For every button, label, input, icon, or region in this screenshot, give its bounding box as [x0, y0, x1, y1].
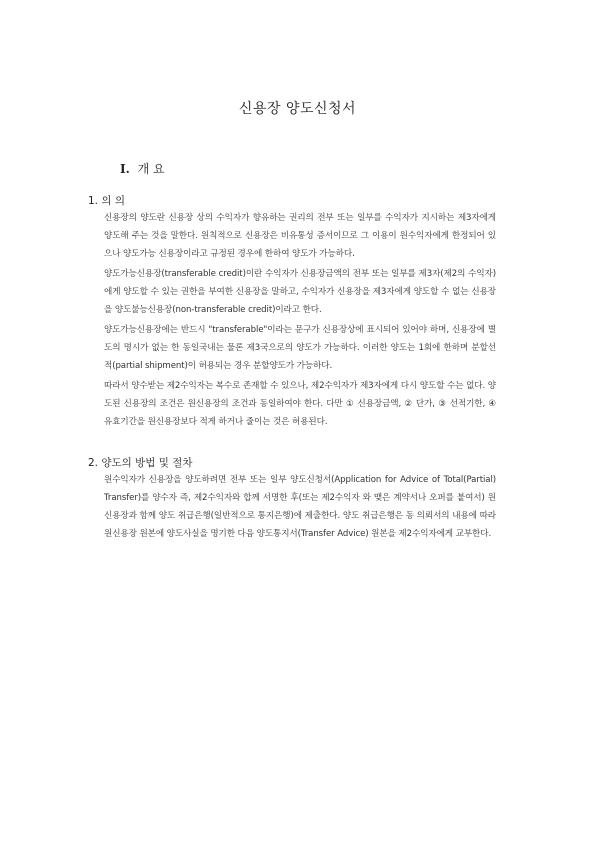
document-title: 신용장 양도신청서 — [238, 101, 357, 117]
chapter-heading — [120, 160, 165, 177]
chapter-label: 개 요 — [137, 162, 165, 176]
paragraph: 양도가능신용장(transferable credit)이란 수익자가 신용장금액의 전부 또는 일부를 제3자(제2의 수익자)에게 양도할 수 있는 권한을 부여한 신용장을 말하고, 수익자가 신용장을 제3자에게 양도할 수 없는 신용장을 양도불능신용장(non-transferable credit)이라고 한다. — [104, 269, 496, 315]
section-heading-procedure: 2. 양도의 방법 및 절차 — [88, 457, 193, 469]
chapter-number: I. — [120, 162, 130, 176]
paragraph: 원수익자가 신용장을 양도하려면 전부 또는 일부 양도신청서(Application for Advice of Total(Partial) Transfer)를 양수자 즉, 제2수익자와 합께 서명한 후(또는 제2수익자 와 맺은 계약서나 오퍼를 붙여서) 원신용장과 함께 양도 취급은행(일반적으로 통지은행)에 제출한다. 양도 취급은행은 동 의뢰서의 내용에 따라 원신용장 원본에 양도사실을 명기한 다음 양도통지서(Transfer Advice) 원본을 제2수익자에게 교부한다. — [104, 475, 496, 539]
paragraph: 양도가능신용장에는 반드시 "transferable"이라는 문구가 신용장상에 표시되어 있어야 하며, 신용장에 별도의 명시가 없는 한 동일국내는 물론 제3국으로의 양도가 가능하다. 이러한 양도는 1회에 한하며 분할선적(partial shipment)이 허용되는 경우 분할양도가 가능하다. — [104, 325, 496, 371]
section-heading-meaning: 1. 의 의 — [88, 195, 125, 207]
paragraph: 따라서 양수받는 제2수익자는 복수로 존재할 수 있으나, 제2수익자가 제3자에게 다시 양도할 수는 없다. 양도된 신용장의 조건은 원신용장의 조건과 동일하여야 한다. 다만 ① 신용장금액, ② 단가, ③ 선적기한, ④ 유효기간을 원신용장보다 적게 하거나 줄이는 것은 허용된다. — [104, 381, 496, 427]
paragraph: 신용장의 양도란 신용장 상의 수익자가 향유하는 권리의 전부 또는 일부를 수익자가 지시하는 제3자에게 양도해 주는 것을 말한다. 원칙적으로 신용장은 비유통성 증서이므로 그 이용이 원수익자에게 한정되어 있으나 양도가능 신용장이라고 규정된 경우에 한하여 양도가 가능하다. — [104, 213, 496, 259]
